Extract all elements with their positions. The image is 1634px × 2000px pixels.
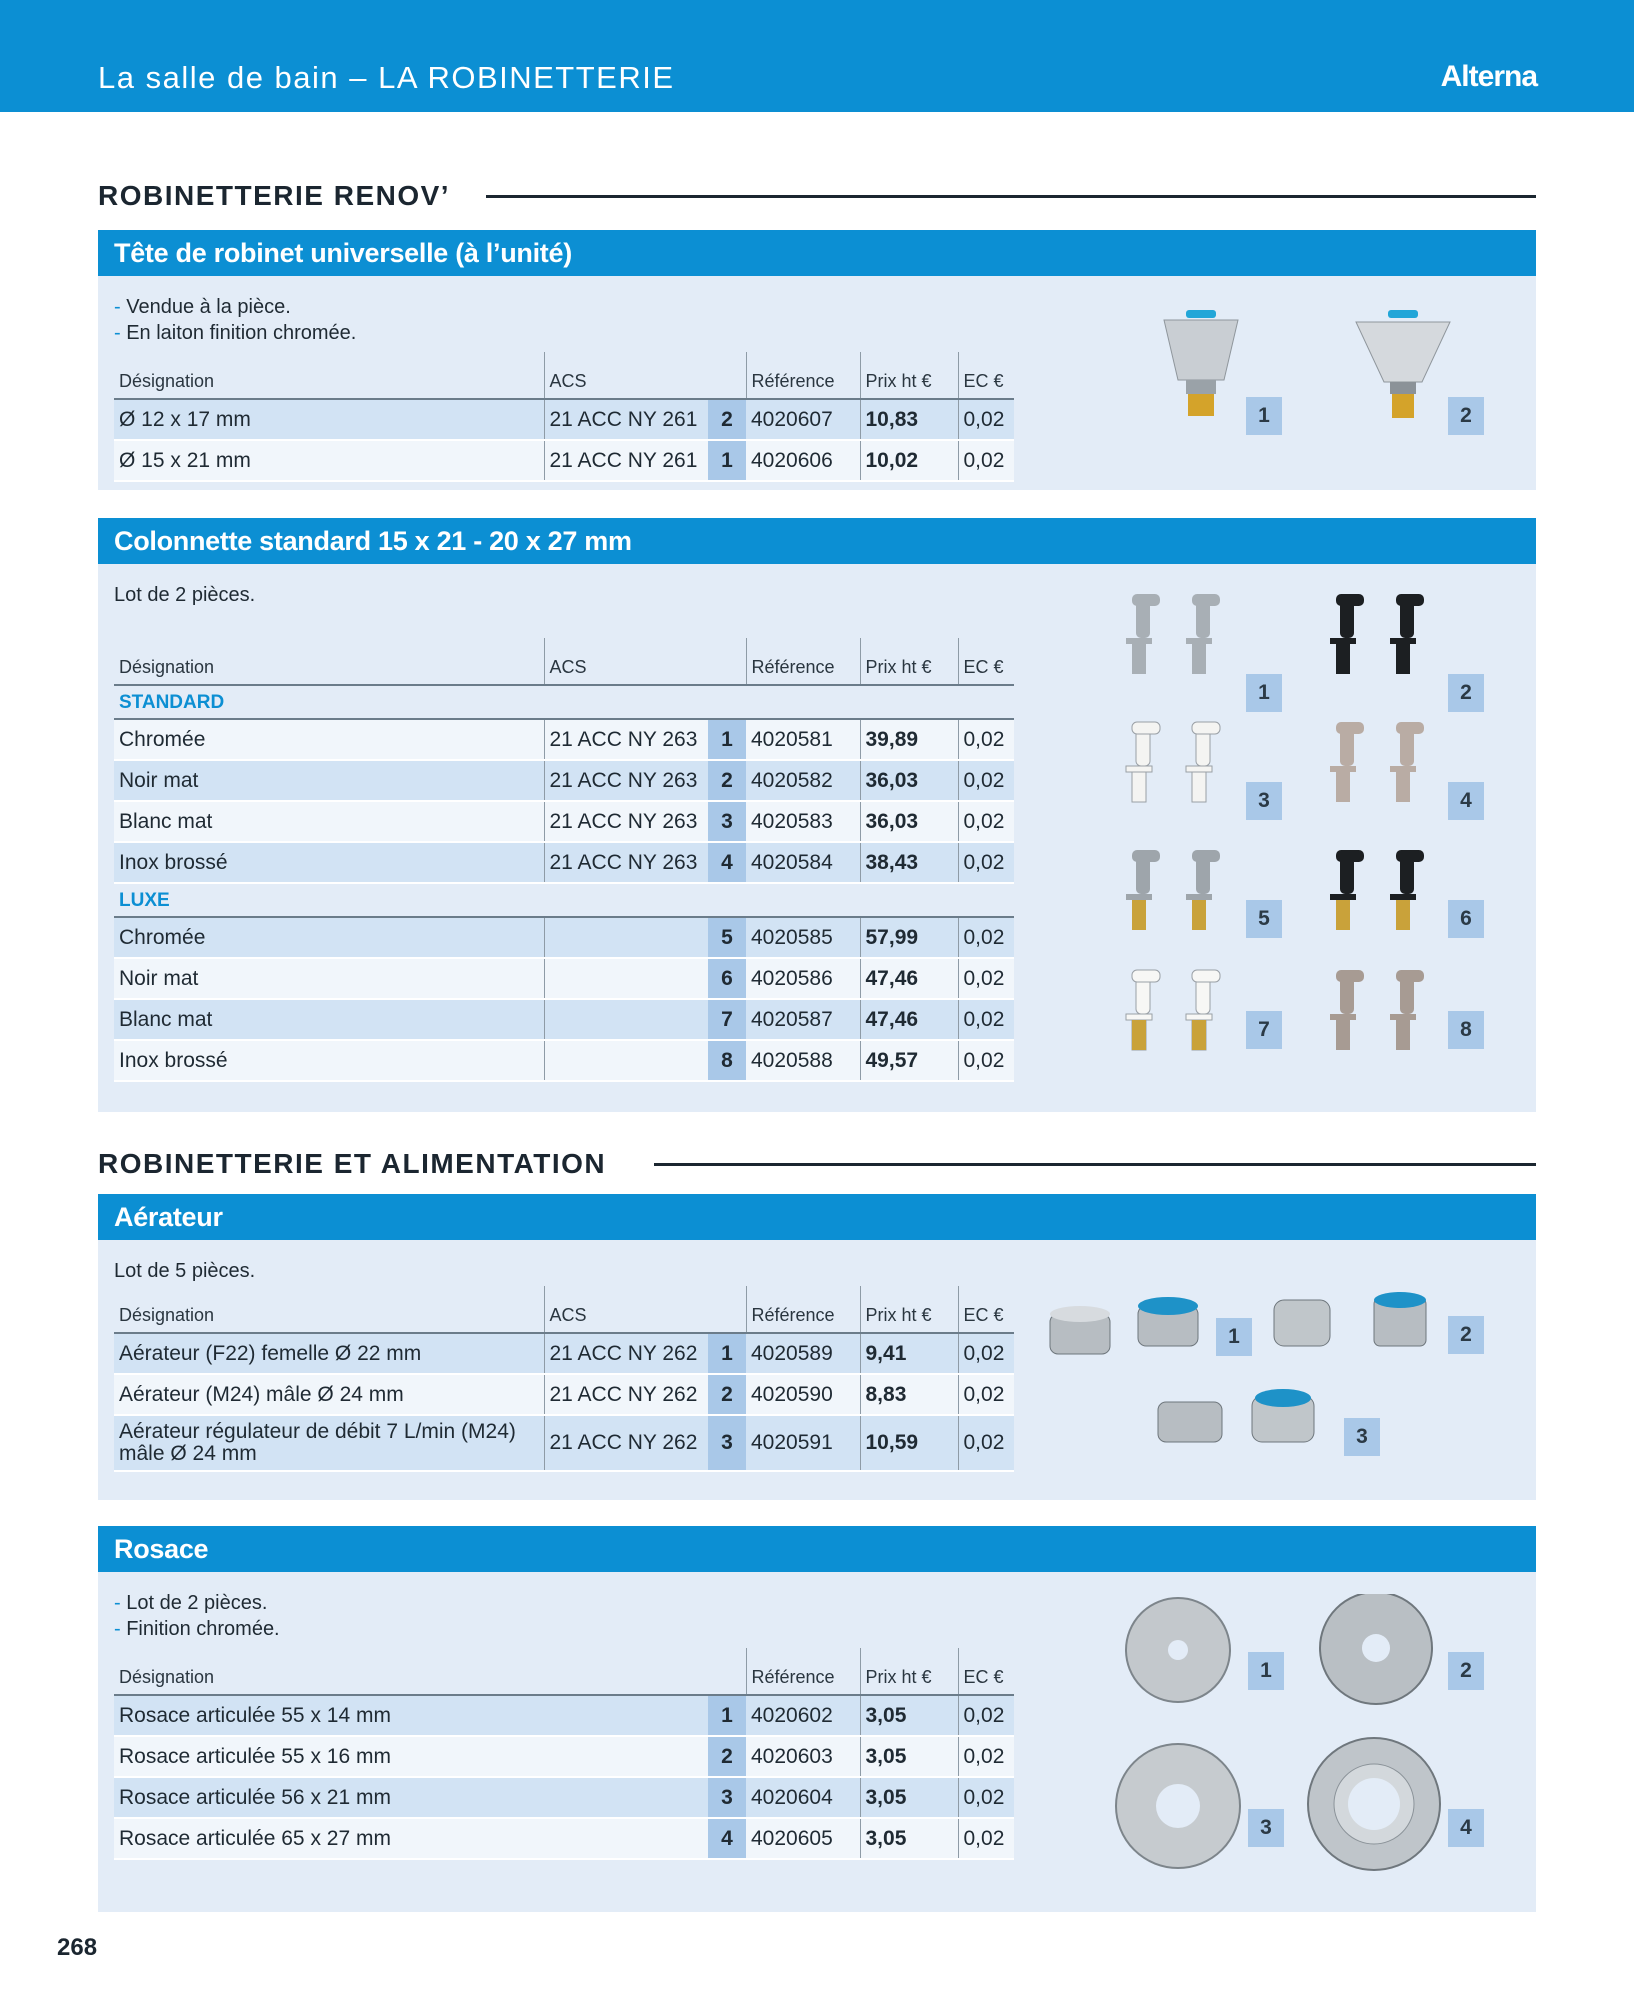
note-line: Finition chromée. xyxy=(126,1618,280,1640)
col-designation: Désignation xyxy=(114,352,544,399)
image-badge: 2 xyxy=(1448,1316,1484,1354)
faucet-head-image xyxy=(1350,310,1460,430)
col-price: Prix ht € xyxy=(860,352,958,399)
table-row: Chromée 21 ACC NY 263 1 4020581 39,89 0,02 xyxy=(114,719,1014,760)
table-row: Inox brossé 8 4020588 49,57 0,02 xyxy=(114,1040,1014,1081)
table-row: Noir mat 21 ACC NY 263 2 4020582 36,03 0,02 xyxy=(114,760,1014,801)
page-title: La salle de bain – LA ROBINETTERIE xyxy=(98,60,675,95)
product-notes: - Lot de 2 pièces. - Finition chromée. xyxy=(114,1592,280,1640)
product-block-aerateur xyxy=(98,1194,1536,1500)
table-row: Blanc mat 21 ACC NY 263 3 4020583 36,03 0,02 xyxy=(114,801,1014,842)
note-line: En laiton finition chromée. xyxy=(126,322,357,344)
col-reference: Référence xyxy=(746,352,860,399)
col-eco: EC € xyxy=(958,1286,1014,1333)
image-badge: 8 xyxy=(1448,1011,1484,1049)
aerateur-images xyxy=(1046,1292,1476,1472)
section-title-alimentation: ROBINETTERIE ET ALIMENTATION xyxy=(98,1148,607,1179)
image-badge: 5 xyxy=(1246,900,1282,938)
block-title: Tête de robinet universelle (à l’unité) xyxy=(98,230,1536,276)
col-price: Prix ht € xyxy=(860,1286,958,1333)
col-designation: Désignation xyxy=(114,1648,708,1695)
block-title: Rosace xyxy=(98,1526,1536,1572)
image-badge: 4 xyxy=(1448,1809,1484,1847)
product-table xyxy=(114,1648,1014,1860)
note-line: Vendue à la pièce. xyxy=(126,296,291,318)
col-eco: EC € xyxy=(958,1648,1014,1695)
col-acs: ACS xyxy=(544,638,708,685)
col-acs: ACS xyxy=(544,352,708,399)
table-row: Chromée 5 4020585 57,99 0,02 xyxy=(114,917,1014,958)
colonnette-images xyxy=(1108,594,1488,1094)
col-reference: Référence xyxy=(746,638,860,685)
product-block-tete xyxy=(98,230,1536,490)
image-badge: 3 xyxy=(1344,1418,1380,1456)
table-row: Inox brossé 21 ACC NY 263 4 4020584 38,43 0,02 xyxy=(114,842,1014,883)
image-badge: 3 xyxy=(1248,1809,1284,1847)
image-badge: 7 xyxy=(1246,1011,1282,1049)
table-row: Aérateur (M24) mâle Ø 24 mm 21 ACC NY 262 2 4020590 8,83 0,02 xyxy=(114,1374,1014,1415)
image-badge: 1 xyxy=(1248,1652,1284,1690)
col-acs: ACS xyxy=(544,1286,708,1333)
section-title-renov: ROBINETTERIE RENOV’ xyxy=(98,180,451,211)
table-row: Noir mat 6 4020586 47,46 0,02 xyxy=(114,958,1014,999)
image-badge: 1 xyxy=(1216,1318,1252,1356)
image-badge: 4 xyxy=(1448,782,1484,820)
table-row: Rosace articulée 55 x 14 mm 1 4020602 3,05 0,02 xyxy=(114,1695,1014,1736)
col-reference: Référence xyxy=(746,1648,860,1695)
image-badge: 2 xyxy=(1448,397,1484,435)
group-header: STANDARD xyxy=(114,685,1014,719)
page-number: 268 xyxy=(57,1934,98,1961)
product-block-rosace xyxy=(98,1526,1536,1912)
product-table xyxy=(114,638,1014,1082)
group-header: LUXE xyxy=(114,883,1014,917)
table-row: Blanc mat 7 4020587 47,46 0,02 xyxy=(114,999,1014,1040)
image-badge: 6 xyxy=(1448,900,1484,938)
rosace-images xyxy=(1114,1594,1474,1894)
image-badge: 2 xyxy=(1448,1652,1484,1690)
top-banner xyxy=(0,0,1634,112)
product-table xyxy=(114,1286,1014,1472)
block-title: Aérateur xyxy=(98,1194,1536,1240)
section-rule xyxy=(486,195,1536,198)
table-row: Rosace articulée 56 x 21 mm 3 4020604 3,05 0,02 xyxy=(114,1777,1014,1818)
image-badge: 2 xyxy=(1448,674,1484,712)
product-table xyxy=(114,352,1014,482)
image-badge: 1 xyxy=(1246,397,1282,435)
col-designation: Désignation xyxy=(114,638,544,685)
col-price: Prix ht € xyxy=(860,1648,958,1695)
brand-logo: Alterna xyxy=(1440,60,1537,93)
product-block-colonnette xyxy=(98,518,1536,1112)
col-eco: EC € xyxy=(958,638,1014,685)
table-row: Ø 12 x 17 mm 21 ACC NY 261 2 4020607 10,83 0,02 xyxy=(114,399,1014,440)
col-reference: Référence xyxy=(746,1286,860,1333)
table-row: Rosace articulée 65 x 27 mm 4 4020605 3,05 0,02 xyxy=(114,1818,1014,1859)
col-price: Prix ht € xyxy=(860,638,958,685)
col-eco: EC € xyxy=(958,352,1014,399)
table-row: Ø 15 x 21 mm 21 ACC NY 261 1 4020606 10,02 0,02 xyxy=(114,440,1014,481)
table-row: Aérateur (F22) femelle Ø 22 mm 21 ACC NY 262 1 4020589 9,41 0,02 xyxy=(114,1333,1014,1374)
product-notes: - Vendue à la pièce. - En laiton finition chromée. xyxy=(114,296,357,344)
block-title: Colonnette standard 15 x 21 - 20 x 27 mm xyxy=(98,518,1536,564)
table-row: Rosace articulée 55 x 16 mm 2 4020603 3,05 0,02 xyxy=(114,1736,1014,1777)
table-row: Aérateur régulateur de débit 7 L/min (M24) mâle Ø 24 mm 21 ACC NY 262 3 4020591 10,59 0,02 xyxy=(114,1415,1014,1471)
product-note: Lot de 2 pièces. xyxy=(114,584,256,606)
image-badge: 1 xyxy=(1246,674,1282,712)
image-badge: 3 xyxy=(1246,782,1282,820)
product-note: Lot de 5 pièces. xyxy=(114,1260,256,1282)
col-designation: Désignation xyxy=(114,1286,544,1333)
note-line: Lot de 2 pièces. xyxy=(126,1592,268,1614)
section-rule xyxy=(654,1163,1536,1166)
